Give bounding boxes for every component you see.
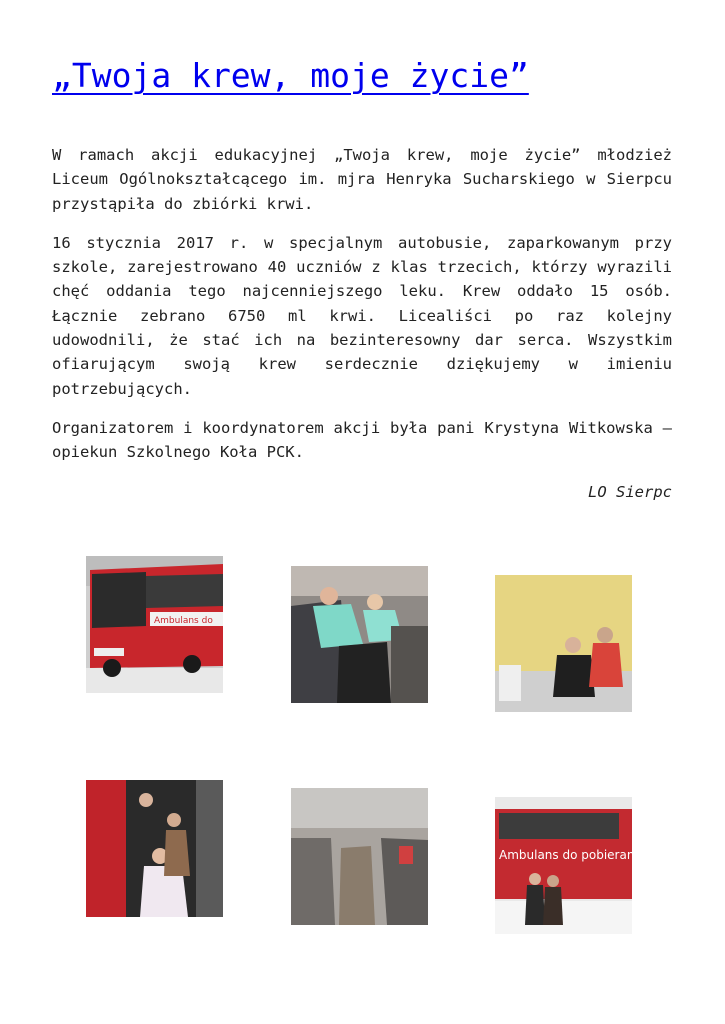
gallery-photo-donors[interactable] — [291, 566, 428, 703]
bus-side-label: Ambulans do pobierania krwi — [499, 848, 674, 862]
gallery-photo-bus-side[interactable] — [495, 797, 674, 934]
bus-door-photo-image — [86, 780, 223, 917]
interior-photo-image — [291, 788, 428, 925]
paragraph-intro: W ramach akcji edukacyjnej „Twoja krew, moje życie” młodzież Liceum Ogólnokształcącego im. mjra Henryka Sucharskiego w Sierpcu przystąpiła do zbiórki krwi. — [52, 146, 672, 213]
gallery-photo-waiting[interactable] — [495, 575, 632, 712]
gallery-photo-bus[interactable] — [86, 556, 223, 693]
article-body — [52, 143, 672, 504]
signature: LO Sierpc — [588, 482, 672, 501]
paragraph-organizer: Organizatorem i koordynatorem akcji była pani Krystyna Witkowska – opiekun Szkolnego Koła PCK. — [52, 418, 672, 462]
gallery-photo-interior[interactable] — [291, 788, 428, 925]
paragraph-details: 16 stycznia 2017 r. w specjalnym autobusie, zaparkowanym przy szkole, zarejestrowano 40 uczniów z klas trzecich, którzy wyrazili chęć oddania tego najcenniejszego leku. Krew oddało 15 osób. Łącznie zebrano 6750 ml krwi. Licealiści po raz kolejny udowodnili, że stać ich na bezinteresowny dar serca. Wszystkim ofiarującym swoją krew serdecznie dziękujemy w imieniu potrzebujących. — [52, 233, 672, 398]
article-title[interactable]: „Twoja krew, moje życie” — [52, 56, 529, 95]
bus-photo-image — [86, 556, 223, 693]
bus-front-label: Ambulans do — [154, 616, 213, 626]
gallery-photo-bus-door[interactable] — [86, 780, 223, 917]
donors-photo-image — [291, 566, 428, 703]
waiting-photo-image — [495, 575, 632, 712]
bus-side-photo-image — [495, 797, 674, 934]
